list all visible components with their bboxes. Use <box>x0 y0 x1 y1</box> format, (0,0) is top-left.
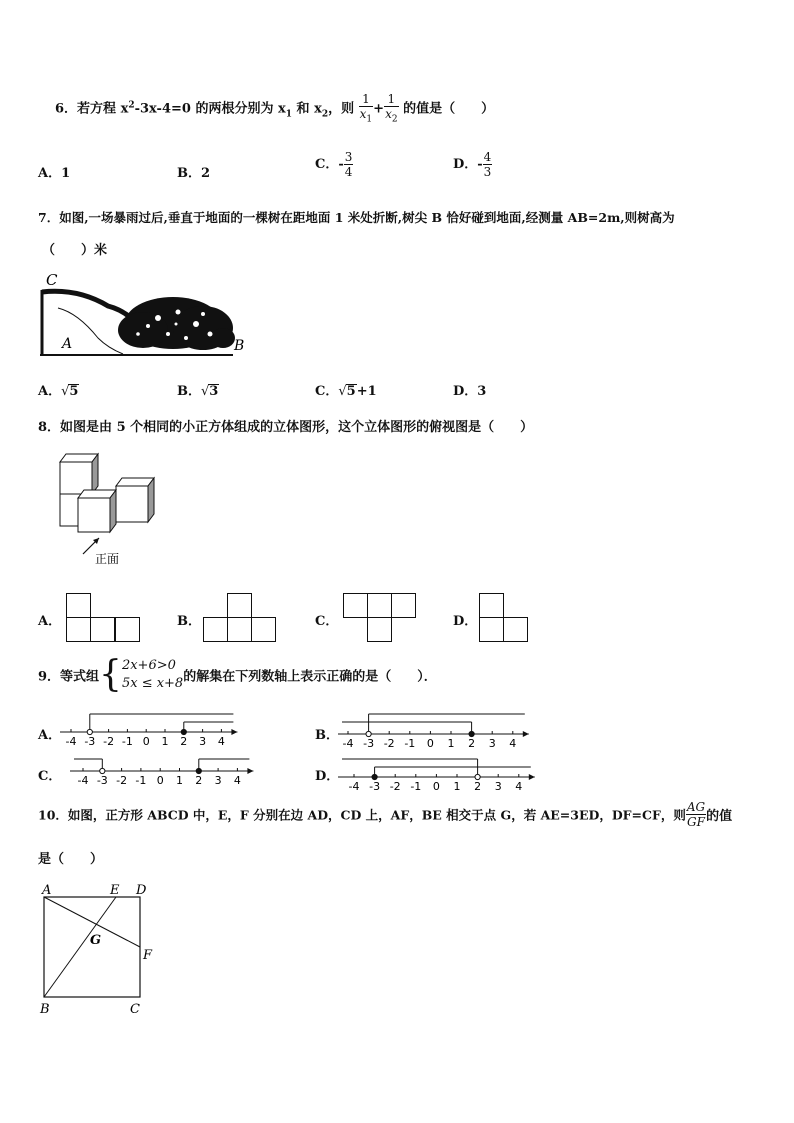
q10-stem-line2: 是（ ） <box>38 852 104 867</box>
q7-option-c-rad: 5 <box>346 384 356 399</box>
open-dot <box>475 774 480 779</box>
q9-numberline-d <box>338 757 533 795</box>
q8-option-c-figure <box>343 593 418 643</box>
closed-dot <box>196 768 201 773</box>
tick-label: -2 <box>116 774 128 787</box>
q9-numberline-a <box>60 712 235 752</box>
q7-stem-line2: （ ）米 <box>42 243 108 258</box>
segment-be <box>44 897 116 997</box>
q10-frac-den: GF <box>687 815 705 829</box>
q6-option-c-frac <box>344 150 354 179</box>
q6-option-d-den: 3 <box>483 165 492 179</box>
tick-label: -2 <box>103 735 115 748</box>
label-a: A <box>42 883 52 898</box>
label-e: E <box>110 883 120 898</box>
tick-label: -2 <box>389 780 401 793</box>
sqrt-icon: √ <box>61 384 70 399</box>
q6-frac2-sub: 2 <box>391 114 398 125</box>
q6-frac1-den: x <box>359 107 367 121</box>
q9-ineq2: 5x ≤ x+8 <box>121 676 184 691</box>
tick-label: 4 <box>515 780 523 793</box>
tick-label: 0 <box>426 737 434 750</box>
q6-option-c[interactable] <box>315 150 353 179</box>
q8-option-d[interactable] <box>453 610 477 629</box>
q7-option-a[interactable] <box>38 380 79 399</box>
tick-label: -1 <box>404 737 416 750</box>
axis-arrow-icon <box>231 729 237 735</box>
q6-frac2-num: 1 <box>384 92 399 107</box>
q6-option-d-num: 4 <box>483 150 492 164</box>
closed-dot <box>372 774 377 779</box>
tick-label: 3 <box>214 774 222 787</box>
q7-option-c[interactable] <box>315 380 377 399</box>
q9-lead: 9．等式组 <box>38 669 100 685</box>
q9-option-b[interactable] <box>315 724 339 743</box>
q8-option-a-label: A． <box>38 614 62 629</box>
q8-option-a[interactable] <box>38 610 61 629</box>
tick-label: 2 <box>180 735 188 748</box>
tick-label: -3 <box>363 737 375 750</box>
tick-label: -3 <box>369 780 381 793</box>
q9-system <box>122 657 183 693</box>
q6-frac-2 <box>384 92 399 126</box>
label-g: G <box>90 933 102 948</box>
q8-option-b[interactable] <box>177 610 201 629</box>
tick-label: 1 <box>453 780 461 793</box>
q6-frac-1 <box>359 92 374 126</box>
q9-stem <box>38 654 437 695</box>
q6-frac1-sub: 1 <box>366 114 373 125</box>
tick-label: -3 <box>96 774 108 787</box>
q6-and: 和 x <box>292 101 322 117</box>
tick-label: 2 <box>474 780 482 793</box>
q8-cubes-figure <box>55 450 165 568</box>
label-a: A <box>62 336 73 352</box>
tick-label: 4 <box>509 737 517 750</box>
tick-label: 0 <box>156 774 164 787</box>
q6-frac2-den: x <box>385 107 392 121</box>
tick-label: -3 <box>84 735 96 748</box>
q9-option-c-label: C． <box>38 769 62 784</box>
q6-lead: 6．若方程 x <box>55 101 129 117</box>
q9-numberline-c <box>70 755 255 793</box>
q9-option-a-label: A． <box>38 728 62 743</box>
q7-option-d-label: D．3 <box>453 384 487 399</box>
q10-stem-line1 <box>38 800 732 829</box>
q9-option-a[interactable] <box>38 724 61 743</box>
q8-stem: 8．如图是由 5 个相同的小正方体组成的立体图形，这个立体图形的俯视图是（ ） <box>38 420 534 435</box>
tick-label: 2 <box>195 774 203 787</box>
q6-option-a-label: A．1 <box>38 166 71 181</box>
tick-label: -4 <box>348 780 360 793</box>
q6-sub1: 1 <box>285 109 293 120</box>
q9-option-b-label: B． <box>315 728 339 743</box>
q8-option-a-figure <box>66 593 141 643</box>
label-c: C <box>130 1002 140 1017</box>
q7-option-c-label: C． <box>315 384 339 399</box>
q6-option-d[interactable] <box>453 150 492 179</box>
sqrt-icon: √ <box>201 384 210 399</box>
q8-option-c-label: C． <box>315 614 339 629</box>
q8-option-c[interactable] <box>315 610 338 629</box>
tick-label: 4 <box>233 774 241 787</box>
q7-option-b[interactable] <box>177 380 219 399</box>
q6-sup: 2 <box>128 100 135 111</box>
foliage-blob <box>118 297 235 350</box>
q6-option-c-label: C．- <box>315 157 344 172</box>
tick-label: 1 <box>176 774 183 787</box>
q7-stem-line1: 7．如图,一场暴雨过后,垂直于地面的一棵树在距地面 1 米处折断,树尖 B 恰好碰到地面,经测量 AB=2m,则树高为 <box>38 210 675 225</box>
axis-arrow-icon <box>247 768 253 774</box>
q6-option-b[interactable] <box>177 162 210 181</box>
q10-tail: 的值 <box>706 809 733 824</box>
closed-dot <box>469 731 474 736</box>
q7-option-a-label: A． <box>38 384 62 399</box>
q7-option-b-rad: 3 <box>209 384 219 399</box>
q6-option-b-label: B．2 <box>177 166 211 181</box>
q6-sub2: 2 <box>321 109 329 120</box>
tick-label: 1 <box>447 737 455 750</box>
tick-label: -2 <box>383 737 395 750</box>
q10-line1: 10．如图，正方形 ABCD 中，E，F 分别在边 AD，CD 上，AF，BE 相交于点 G，若 AE=3ED，DF=CF，则 <box>38 807 686 823</box>
tick-label: 1 <box>161 735 169 748</box>
q7-option-d[interactable] <box>453 380 486 399</box>
tick-label: 0 <box>142 735 150 748</box>
q8-option-b-figure <box>203 593 278 643</box>
tick-label: 4 <box>217 735 225 748</box>
q6-stem <box>55 92 494 126</box>
q9-numberline-b <box>338 710 533 752</box>
tick-label: 0 <box>432 780 440 793</box>
label-b: B <box>234 338 245 354</box>
closed-dot <box>181 729 186 734</box>
tick-label: -1 <box>410 780 422 793</box>
tick-label: 3 <box>199 735 207 748</box>
q9-option-d[interactable] <box>315 765 339 784</box>
q10-square-figure <box>38 882 163 1017</box>
q9-tail: 的解集在下列数轴上表示正确的是（ ）． <box>183 669 437 685</box>
q10-frac <box>686 800 706 829</box>
label-d: D <box>136 883 147 898</box>
q7-option-b-label: B． <box>177 384 201 399</box>
tick-label: -4 <box>77 774 89 787</box>
q6-option-c-num: 3 <box>344 150 353 164</box>
label-f: F <box>143 948 153 963</box>
label-c: C <box>46 271 58 289</box>
brace-icon: { <box>99 654 122 695</box>
q7-option-c-after: +1 <box>356 384 377 399</box>
q9-ineq1: 2x+6>0 <box>121 658 176 673</box>
open-dot <box>87 729 92 734</box>
q6-frac1-num: 1 <box>359 92 374 107</box>
tick-label: -1 <box>135 774 147 787</box>
open-dot <box>100 768 105 773</box>
q6-option-d-frac <box>483 150 493 179</box>
q6-option-c-den: 4 <box>344 165 353 179</box>
q7-option-a-rad: 5 <box>69 384 79 399</box>
fallen-trunk <box>42 291 133 320</box>
q10-frac-num: AG <box>686 800 706 814</box>
q6-then: ，则 <box>328 101 355 117</box>
tick-label: 3 <box>494 780 502 793</box>
tick-label: -4 <box>342 737 354 750</box>
q7-tree-figure <box>38 268 253 360</box>
tick-label: 3 <box>488 737 496 750</box>
tick-label: 2 <box>468 737 476 750</box>
q6-option-d-label: D．- <box>453 157 483 172</box>
q6-tail: 的值是（ ） <box>398 101 495 117</box>
q8-option-b-label: B． <box>177 614 201 629</box>
q6-plus: + <box>373 101 385 117</box>
tick-label: -1 <box>121 735 133 748</box>
tick-label: -4 <box>65 735 77 748</box>
axis-arrow-icon <box>529 774 535 780</box>
q6-mid: -3x-4=0 的两根分别为 x <box>134 101 286 117</box>
q9-option-c[interactable] <box>38 765 61 784</box>
q6-option-a[interactable] <box>38 162 70 181</box>
front-label: 正面 <box>95 552 120 566</box>
q8-option-d-figure <box>479 593 531 643</box>
q8-option-d-label: D． <box>453 614 478 629</box>
label-b: B <box>40 1002 50 1017</box>
sqrt-icon: √ <box>338 384 347 399</box>
q9-option-d-label: D． <box>315 769 340 784</box>
axis-arrow-icon <box>523 731 529 737</box>
open-dot <box>366 731 371 736</box>
